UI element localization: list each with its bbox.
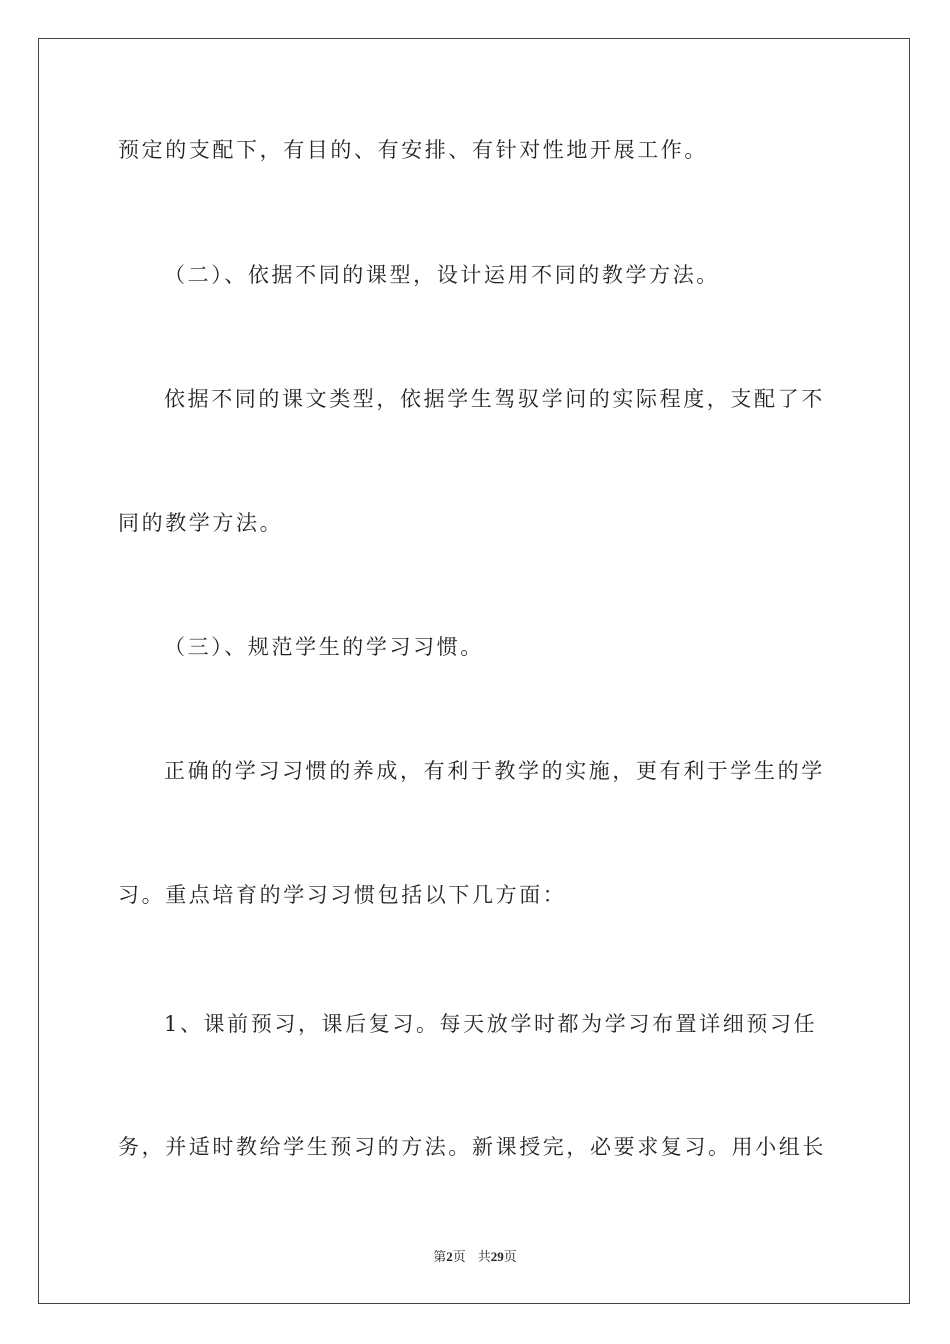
- paragraph-line-7: 习。重点培育的学习习惯包括以下几方面：: [118, 883, 567, 907]
- paragraph-line-4: 同的教学方法。: [118, 511, 284, 535]
- total-suffix: 页: [503, 1249, 517, 1264]
- section-heading-3: （三）、规范学生的学习习惯。: [164, 635, 484, 659]
- section-heading-2: （二）、依据不同的课型，设计运用不同的教学方法。: [164, 263, 720, 287]
- page-suffix: 页: [452, 1249, 466, 1264]
- page-footer: [0, 1248, 950, 1266]
- total-prefix: 共: [477, 1249, 491, 1264]
- page-prefix: 第: [433, 1249, 447, 1264]
- paragraph-line-3: 依据不同的课文类型，依据学生驾驭学问的实际程度，支配了不: [164, 387, 825, 411]
- page-number: 2: [446, 1249, 453, 1264]
- paragraph-line-6: 正确的学习习惯的养成，有利于教学的实施，更有利于学生的学: [164, 759, 825, 783]
- list-item-1-line-2: 务，并适时教给学生预习的方法。新课授完，必要求复习。用小组长: [118, 1135, 826, 1159]
- list-item-1-line-1: 1、课前预习，课后复习。每天放学时都为学习布置详细预习任: [164, 1012, 818, 1036]
- paragraph-line-1: 预定的支配下，有目的、有安排、有针对性地开展工作。: [118, 138, 708, 162]
- total-pages: 29: [490, 1249, 504, 1264]
- page-border: [38, 38, 910, 1304]
